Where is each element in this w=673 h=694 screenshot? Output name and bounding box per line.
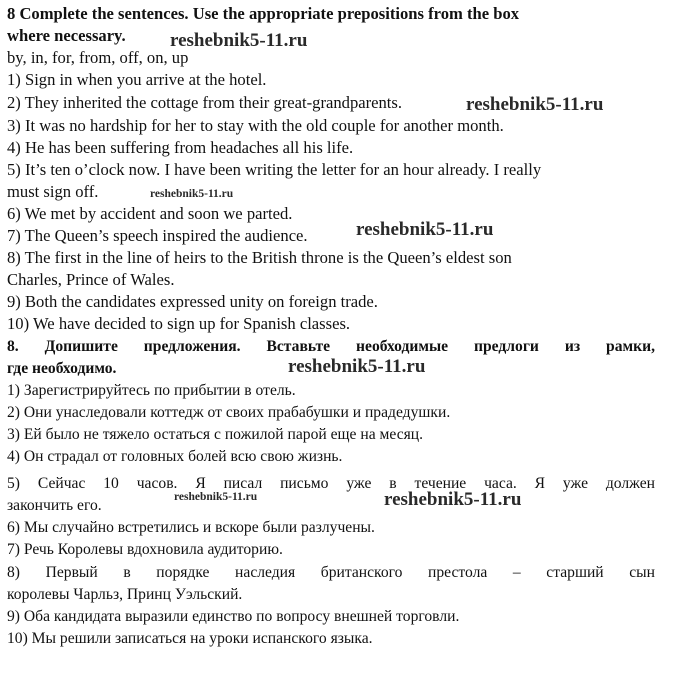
sentence-ru-4: 4) Он страдал от головных болей всю свою жизнь. (7, 448, 343, 465)
sentence-en-5: 5) It’s ten o’clock now. I have been writing the letter for an hour already. I really (7, 160, 542, 179)
sentence-en-3: 3) It was no hardship for her to stay with the old couple for another month. (7, 116, 504, 135)
watermark: reshebnik5-11.ru (384, 489, 522, 510)
watermark: reshebnik5-11.ru (170, 30, 308, 51)
sentence-ru-8-cont: королевы Чарльз, Принц Уэльский. (7, 586, 243, 603)
sentence-ru-6: 6) Мы случайно встретились и вскоре были разлучены. (7, 519, 375, 536)
sentence-ru-8: 8) Первый в порядке наследия британского престола – старший сын (7, 564, 655, 581)
sentence-en-7: 7) The Queen’s speech inspired the audience. (7, 226, 308, 245)
sentence-en-2: 2) They inherited the cottage from their great-grandparents. (7, 93, 403, 112)
sentence-ru-2: 2) Они унаследовали коттедж от своих прабабушки и прадедушки. (7, 404, 451, 421)
sentence-ru-7: 7) Речь Королевы вдохновила аудиторию. (7, 541, 283, 558)
sentence-en-9: 9) Both the candidates expressed unity on foreign trade. (7, 292, 378, 311)
exercise-heading-en: 8 Complete the sentences. Use the appropriate prepositions from the box (7, 4, 520, 23)
exercise-heading-ru: 8. Допишите предложения. Вставьте необходимые предлоги из рамки, (7, 338, 655, 355)
exercise-heading-ru-cont: где необходимо. (7, 360, 117, 377)
sentence-ru-10: 10) Мы решили записаться на уроки испанского языка. (7, 630, 373, 647)
sentence-en-1: 1) Sign in when you arrive at the hotel. (7, 70, 267, 89)
sentence-ru-1: 1) Зарегистрируйтесь по прибытии в отель. (7, 382, 296, 399)
sentence-en-10: 10) We have decided to sign up for Spanish classes. (7, 314, 351, 333)
sentence-en-6: 6) We met by accident and soon we parted. (7, 204, 293, 223)
watermark: reshebnik5-11.ru (150, 188, 234, 200)
sentence-en-8: 8) The first in the line of heirs to the British throne is the Queen’s eldest son (7, 248, 512, 267)
watermark: reshebnik5-11.ru (466, 94, 604, 115)
sentence-en-4: 4) He has been suffering from headaches all his life. (7, 138, 354, 157)
watermark: reshebnik5-11.ru (288, 356, 426, 377)
watermark: reshebnik5-11.ru (356, 219, 494, 240)
sentence-ru-9: 9) Оба кандидата выразили единство по вопросу внешней торговли. (7, 608, 460, 625)
sentence-en-5-cont: must sign off. (7, 182, 99, 201)
exercise-heading-en-cont: where necessary. (7, 26, 126, 45)
watermark: reshebnik5-11.ru (174, 491, 258, 503)
sentence-ru-3: 3) Ей было не тяжело остаться с пожилой парой еще на месяц. (7, 426, 424, 443)
preposition-box-words: by, in, for, from, off, on, up (7, 48, 189, 67)
sentence-ru-5: 5) Сейчас 10 часов. Я писал письмо уже в течение часа. Я уже должен (7, 475, 655, 492)
sentence-ru-5-cont: закончить его. (7, 497, 102, 514)
sentence-en-8-cont: Charles, Prince of Wales. (7, 270, 175, 289)
